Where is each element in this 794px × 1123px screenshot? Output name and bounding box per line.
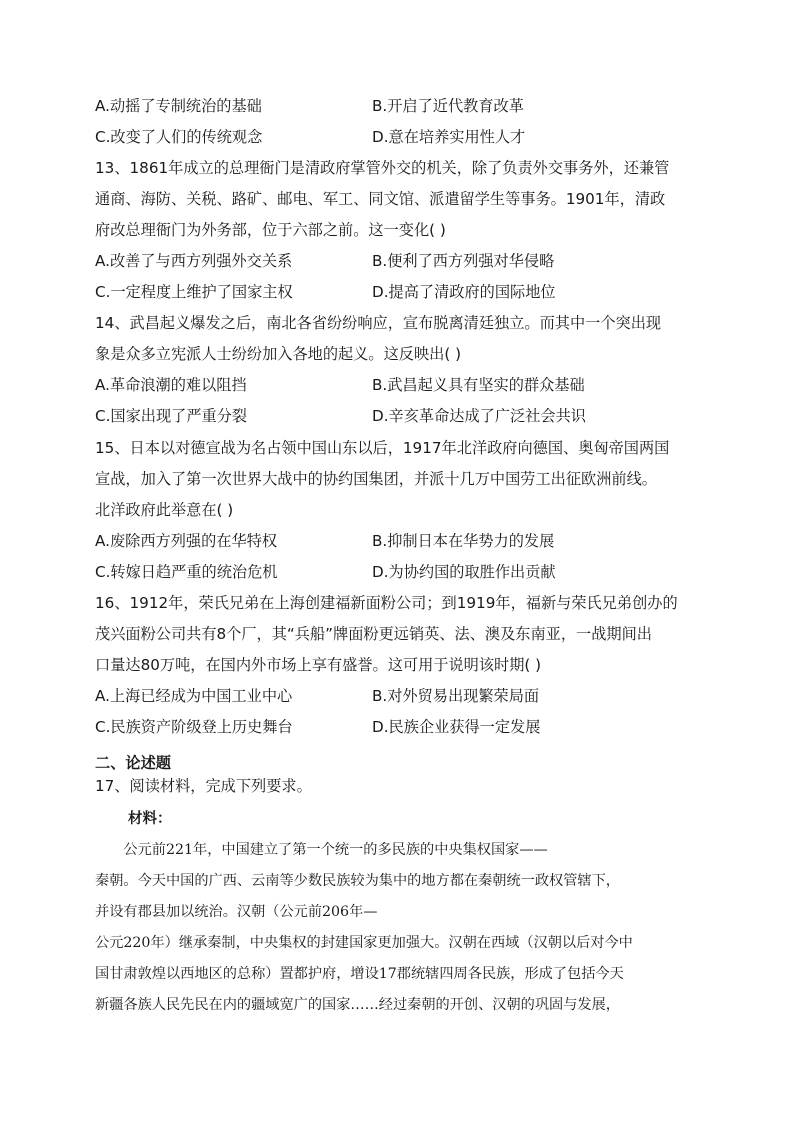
q17-stem: 17、阅读材料，完成下列要求。 — [95, 777, 312, 795]
q16-option-b: B.对外贸易出现繁荣局面 — [372, 687, 540, 705]
q12-option-d: D.意在培养实用性人才 — [372, 128, 526, 146]
q16-option-a: A.上海已经成为中国工业中心 — [95, 687, 293, 705]
q16-option-d: D.民族企业获得一定发展 — [372, 718, 541, 736]
q16-stem-line-3: 口量达80万吨，在国内外市场上享有盛誉。这可用于说明该时期( ) — [95, 656, 542, 674]
material-line-4: 公元220年）继承秦制，中央集权的封建国家更加强大。汉朝在西域（汉朝以后对今中 — [95, 935, 633, 951]
material-line-6: 新疆各族人民先民在内的疆域宽广的国家……经过秦朝的开创、汉朝的巩固与发展， — [95, 997, 620, 1013]
q14-options-row-1 — [95, 374, 715, 396]
q13-option-a: A.改善了与西方列强外交关系 — [95, 252, 293, 270]
q13-stem-line-3: 府改总理衙门为外务部，位于六部之前。这一变化( ) — [95, 221, 446, 239]
material-line-3: 并设有郡县加以统治。汉朝（公元前206年— — [95, 904, 378, 920]
q15-options-row-1 — [95, 530, 715, 552]
q16-options-row-1 — [95, 685, 715, 707]
q14-stem-line-2: 象是众多立宪派人士纷纷加入各地的起义。这反映出( ) — [95, 345, 461, 363]
q16-stem-line-1: 16、1912年，荣氏兄弟在上海创建福新面粉公司；到1919年，福新与荣氏兄弟创办的 — [95, 594, 678, 612]
q12-option-a: A.动摇了专制统治的基础 — [95, 97, 262, 115]
q13-option-b: B.便利了西方列强对华侵略 — [372, 252, 555, 270]
q13-stem-line-2: 通商、海防、关税、路矿、邮电、军工、同文馆、派遣留学生等事务。1901年，清政 — [95, 190, 666, 208]
q13-options-row-1 — [95, 250, 715, 272]
q12-options-row-1 — [95, 95, 715, 117]
q15-option-d: D.为协约国的取胜作出贡献 — [372, 563, 556, 581]
q16-stem-line-2: 茂兴面粉公司共有8个厂，其“兵船”牌面粉更远销英、法、澳及东南亚，一战期间出 — [95, 625, 652, 643]
q15-stem-line-3: 北洋政府此举意在( ) — [95, 501, 234, 519]
q13-option-c: C.一定程度上维护了国家主权 — [95, 283, 293, 301]
q12-options-row-2 — [95, 126, 715, 148]
q14-option-b: B.武昌起义具有坚实的群众基础 — [372, 376, 585, 394]
q14-stem-line-1: 14、武昌起义爆发之后，南北各省纷纷响应，宣布脱离清廷独立。而其中一个突出现 — [95, 314, 662, 332]
material-label: 材料： — [128, 810, 172, 827]
material-line-2: 秦朝。今天中国的广西、云南等少数民族较为集中的地方都在秦朝统一政权管辖下， — [95, 873, 620, 889]
q15-options-row-2 — [95, 561, 715, 583]
q13-options-row-2 — [95, 281, 715, 303]
q15-stem-line-1: 15、日本以对德宣战为名占领中国山东以后，1917年北洋政府向德国、奥匈帝国两国 — [95, 439, 670, 457]
q14-option-c: C.国家出现了严重分裂 — [95, 407, 248, 425]
section-heading: 二、论述题 — [95, 754, 171, 772]
q13-option-d: D.提高了清政府的国际地位 — [372, 283, 556, 301]
q14-option-d: D.辛亥革命达成了广泛社会共识 — [372, 407, 586, 425]
material-line-1: 公元前221年，中国建立了第一个统一的多民族的中央集权国家—— — [95, 842, 548, 858]
q12-option-b: B.开启了近代教育改革 — [372, 97, 524, 115]
q14-option-a: A.革命浪潮的难以阻挡 — [95, 376, 247, 394]
q12-option-c: C.改变了人们的传统观念 — [95, 128, 263, 146]
q15-option-a: A.废除西方列强的在华特权 — [95, 532, 278, 550]
q16-option-c: C.民族资产阶级登上历史舞台 — [95, 718, 293, 736]
q16-options-row-2 — [95, 716, 715, 738]
q14-options-row-2 — [95, 405, 715, 427]
material-line-5: 国甘肃敦煌以西地区的总称）置都护府，增设17郡统辖四周各民族，形成了包括今天 — [95, 966, 624, 982]
q13-stem-line-1: 13、1861年成立的总理衙门是清政府掌管外交的机关，除了负责外交事务外，还兼管 — [95, 159, 670, 177]
q15-stem-line-2: 宣战，加入了第一次世界大战中的协约国集团，并派十几万中国劳工出征欧洲前线。 — [95, 470, 657, 488]
q15-option-c: C.转嫁日趋严重的统治危机 — [95, 563, 278, 581]
q15-option-b: B.抑制日本在华势力的发展 — [372, 532, 555, 550]
